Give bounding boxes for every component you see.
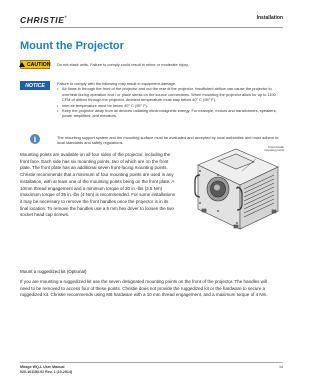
footer-doc-number: 020-101153-02 Rev. 1 (10-2014) <box>20 369 73 374</box>
footer-product: Mirage WQ-L User Manual <box>20 365 65 369</box>
ruggedized-kit-paragraph: If you are mounting a ruggedized kit use the seven designated mounting points on the front of the projector. The handles will need to be removed to access four of these points. Christie does not provide the ruggedized kit or the hardware to secure a ruggedized kit. Christie recommends using M8 hardware with a 10 mm thread engagement, and a maximum torque of 4 Nm. <box>20 279 268 298</box>
page-number: 14 <box>279 365 283 369</box>
notice-box <box>20 81 285 126</box>
notice-badge: NOTICE <box>20 81 50 90</box>
notice-list <box>57 86 285 118</box>
caution-notice <box>20 60 285 70</box>
footer-document-info <box>20 365 72 374</box>
page-title: Mount the Projector <box>20 40 124 52</box>
info-text: The mounting support system and the mounting surface must be evaluated and accepted by local authorities and must adhere to local standards and safety regulations. <box>57 134 279 145</box>
figure-callout <box>252 146 284 153</box>
notice-intro: Failure to comply with the following may result in equipment damage. <box>57 81 176 86</box>
footer-divider <box>20 362 283 363</box>
notice-item-airflow: • Air flows in through the front of the projector and out the rear of the projector. Insufficient airflow can cause the projector to overheat during operation and / or place stress on the source connections. When mounting the projector allow for up to 1100 CFM of airflow through the projector. Ambient temperature must stay below 40° C (95° F). <box>57 86 285 102</box>
notice-item-electromagnetic: • Keep the projector away from all devices radiating electromagnetic energy. For example, motors and transformers, speakers, power amplifiers, and elevators. <box>57 108 285 119</box>
info-icon: i <box>30 134 40 144</box>
figure-label-mounting-points: mounting points <box>264 148 284 153</box>
figure-label-front-handle: Front handle <box>268 145 284 149</box>
ruggedized-kit-heading: Mount a ruggedized kit (Optional) <box>20 269 87 274</box>
page-header <box>20 15 283 25</box>
header-divider <box>20 27 283 28</box>
projector-mounting-figure <box>178 137 286 237</box>
notice-text <box>57 81 285 119</box>
section-title: Installation <box>256 15 283 21</box>
mounting-points-paragraph: Mounting points are available on all four sides of the projector, including the front face. Each side has six mounting points, two of which are on the front plate. The front plate has an additional seven front-facing mounting points. Christie recommends that a minimum of four mounting points are used in any installation, with at least one of the mounting points being on the front plate. A 10mm thread engagement and a minimum torque of 30 in.-lbs (3.5 Nm) /maximum torque of 35 in.-lbs (4 Nm) is recommended. For some installations it may be necessary to remove the front handles once the projector is in its final location. To remove the handles use a 5 mm hex driver to loosen the two socket head cap screws. <box>20 152 176 218</box>
warning-triangle-icon <box>19 62 25 67</box>
caution-badge: CAUTION <box>20 60 50 69</box>
notice-item-temperature: • Intel air temperature must be below 40° C (95° F). <box>57 103 285 108</box>
christie-logo: CHRISTIE® <box>20 15 68 25</box>
caution-text: Do not stack units. Failure to comply could result in minor or moderate injury. <box>57 62 189 67</box>
